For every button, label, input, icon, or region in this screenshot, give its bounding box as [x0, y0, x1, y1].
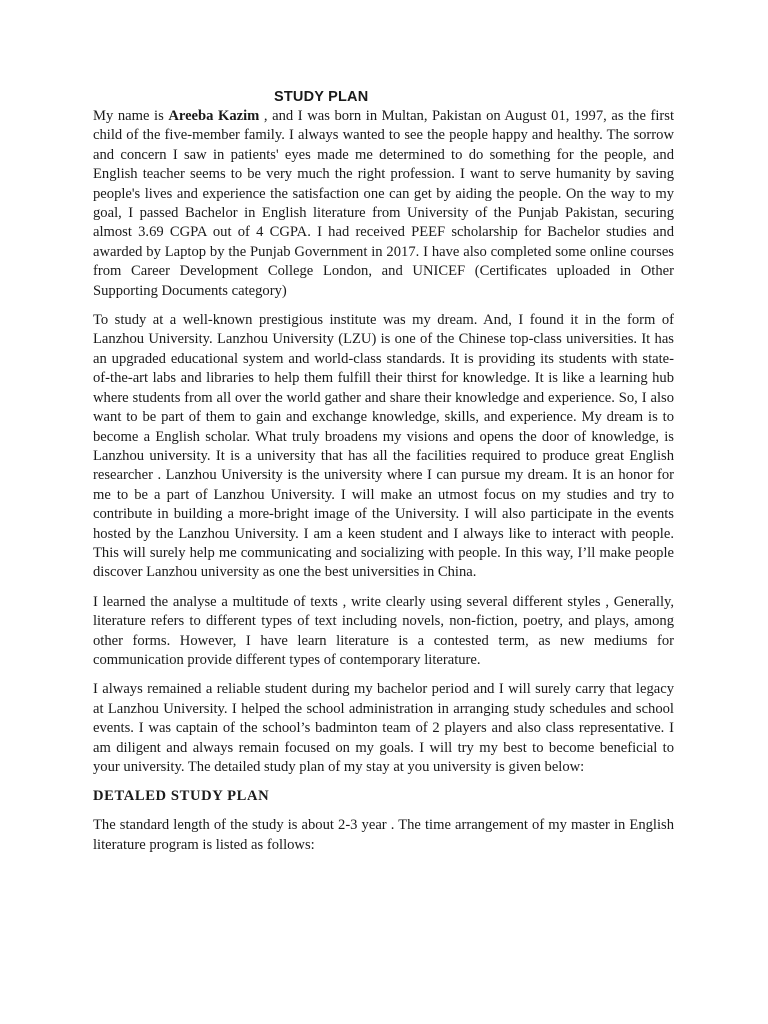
- study-length-paragraph: The standard length of the study is about 2-3 year . The time arrangement of my master in English literature program is listed as follows:: [93, 817, 674, 853]
- intro-body: , and I was born in Multan, Pakistan on August 01, 1997, as the first child of the five-member family. I always wanted to see the people happy and healthy. The sorrow and concern I saw in patients' eyes made me determined to do something for the people, and English teacher seems to be very much the right profession. I want to serve humanity by saving people's lives and experience the satisfaction one can get by aiding the people. On the way to my goal, I passed Bachelor in English literature from University of the Punjab Pakistan, securing almost 3.69 CGPA out of 4 CGPA. I had received PEEF scholarship for Bachelor studies and awarded by Laptop by the Punjab Government in 2017. I have also completed some online courses from Career Development College London, and UNICEF (Certificates uploaded in Other Supporting Documents category): [93, 108, 674, 299]
- intro-paragraph: [93, 107, 674, 301]
- student-record-paragraph: I always remained a reliable student during my bachelor period and I will surely carry that legacy at Lanzhou University. I helped the school administration in arranging study schedules and school events. I was captain of the school’s badminton team of 2 players and also class representative. I am diligent and always remain focused on my goals. I will try my best to become beneficial to your university. The detailed study plan of my stay at you university is given below:: [93, 681, 674, 775]
- document-page: [93, 88, 674, 865]
- document-title: STUDY PLAN: [274, 89, 369, 105]
- study-plan-subheading: DETALED STUDY PLAN: [93, 788, 270, 805]
- university-paragraph: To study at a well-known prestigious institute was my dream. And, I found it in the form of Lanzhou University. Lanzhou University (LZU) is one of the Chinese top-class universities. It has an upgraded educational system and world-class standards. It is providing its students with state-of-the-art labs and libraries to help them fulfill their thirst for knowledge. It is like a learning hub where students from all over the world gather and share their knowledge and experience. So, I also want to be part of them to gain and exchange knowledge, skills, and experience. My dream is to become a English scholar. What truly broadens my visions and opens the door of knowledge, is Lanzhou university. It is a university that has all the facilities required to produce great English researcher . Lanzhou University is the university where I can pursue my dream. It is an honor for me to be a part of Lanzhou University. I will make an utmost focus on my studies and try to contribute in building a more-bright image of the University. I will also participate in the events hosted by the Lanzhou University. I am a keen student and I always like to interact with people. This will surely help me communicating and socializing with people. In this way, I’ll make people discover Lanzhou university as one the best universities in China.: [93, 312, 674, 581]
- intro-prefix: My name is: [93, 108, 169, 124]
- author-name: Areeba Kazim: [168, 108, 260, 124]
- literature-paragraph: I learned the analyse a multitude of texts , write clearly using several different styles , Generally, literature refers to different types of text including novels, non-fiction, poetry, and plays, among other forms. However, I have learn literature is a contested term, as new mediums for communication provide different types of contemporary literature.: [93, 593, 674, 668]
